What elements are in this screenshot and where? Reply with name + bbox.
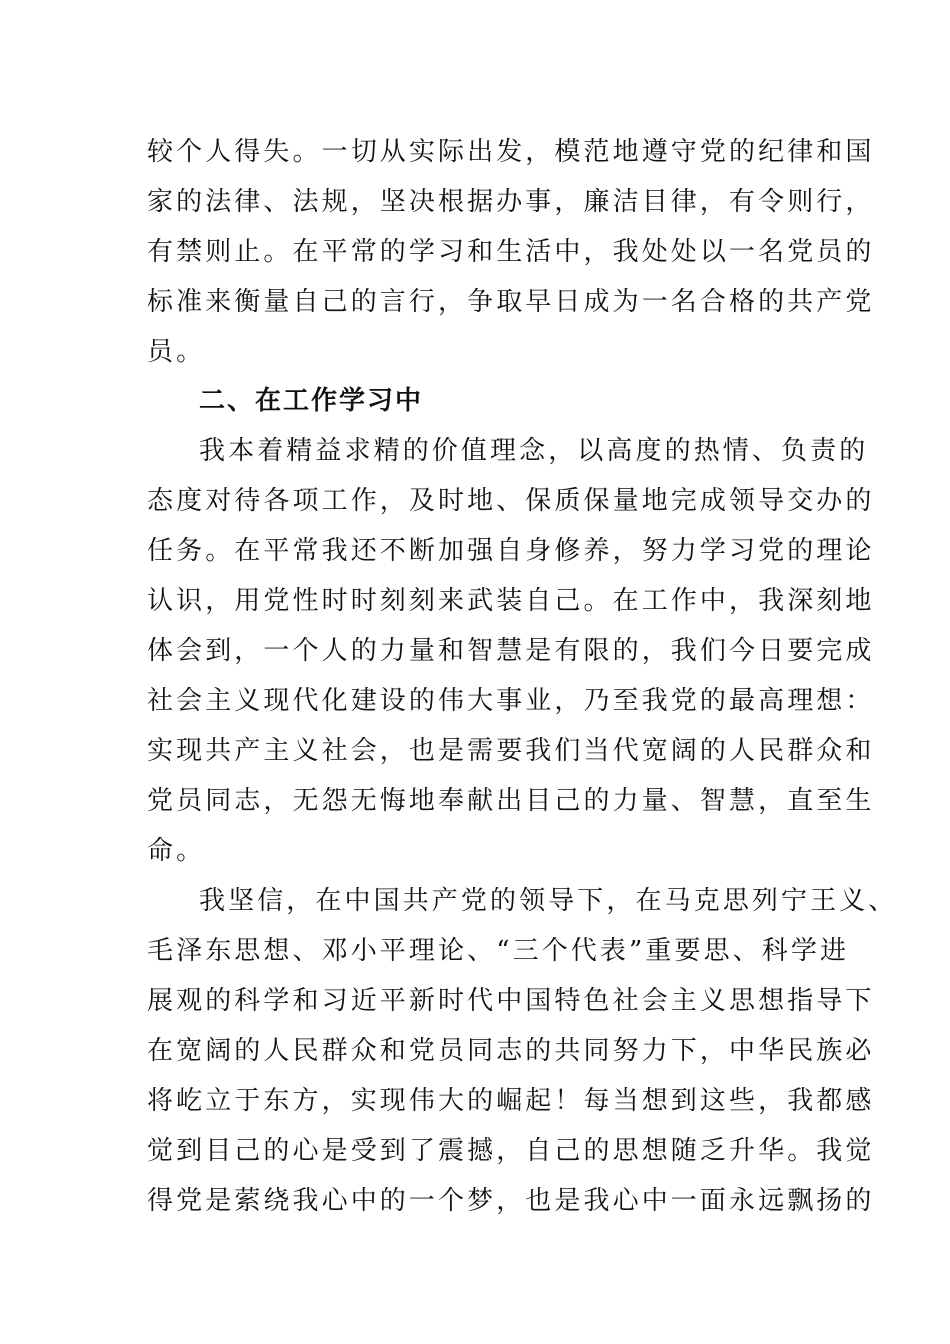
paragraph-line: 觉到目己的心是受到了震撼，自己的思想随乏升华。我觉 [147, 1136, 875, 1166]
paragraph-line: 命。 [147, 836, 206, 866]
section-heading-block [147, 376, 807, 426]
paragraph-line: 得党是萦绕我心中的一个梦，也是我心中一面永远飘扬的 [147, 1186, 875, 1216]
paragraph-line: 社会主义现代化建设的伟大事业，乃至我党的最高理想： [147, 686, 875, 716]
paragraph-2 [147, 426, 875, 876]
paragraph-line: 在宽阔的人民群众和党员同志的共同努力下，中华民族必 [147, 1036, 875, 1066]
paragraph-line: 实现共产主义社会，也是需要我们当代宽阔的人民群众和 [147, 736, 875, 766]
paragraph-1 [147, 127, 875, 377]
paragraph-line: 家的法律、法规，坚决根据办事，廉洁目律，有令则行， [147, 187, 875, 217]
paragraph-line: 展观的科学和习近平新时代中国特色社会主义思想指导下 [147, 986, 875, 1016]
paragraph-line: 标准来衡量自己的言行，争取早日成为一名合格的共产党 [147, 287, 875, 317]
paragraph-line: 认识，用党性时时刻刻来武装自己。在工作中，我深刻地 [147, 586, 875, 616]
paragraph-line: 员。 [147, 337, 206, 367]
paragraph-line: 党员同志，无怨无悔地奉献出目己的力量、智慧，直至生 [147, 786, 875, 816]
paragraph-3 [147, 876, 898, 1226]
paragraph-line: 毛泽东思想、邓小平理论、“三个代表”重要思、科学进 [147, 936, 850, 966]
section-heading: 二、在工作学习中 [199, 386, 424, 416]
paragraph-line: 我坚信，在中国共产党的领导下，在马克思列宁王义、 [199, 886, 898, 916]
paragraph-line: 较个人得失。一切从实际出发，模范地遵守党的纪律和国 [147, 137, 875, 167]
paragraph-line: 态度对待各项工作，及时地、保质保量地完成领导交办的 [147, 486, 875, 516]
paragraph-line: 我本着精益求精的价值理念，以高度的热情、负责的 [199, 436, 869, 466]
paragraph-line: 有禁则止。在平常的学习和生活中，我处处以一名党员的 [147, 237, 875, 267]
paragraph-line: 将屹立于东方，实现伟大的崛起！每当想到这些，我都感 [147, 1086, 875, 1116]
paragraph-line: 任务。在平常我还不断加强自身修养，努力学习党的理论 [147, 536, 875, 566]
paragraph-line: 体会到，一个人的力量和智慧是有限的，我们今日要完成 [147, 636, 875, 666]
